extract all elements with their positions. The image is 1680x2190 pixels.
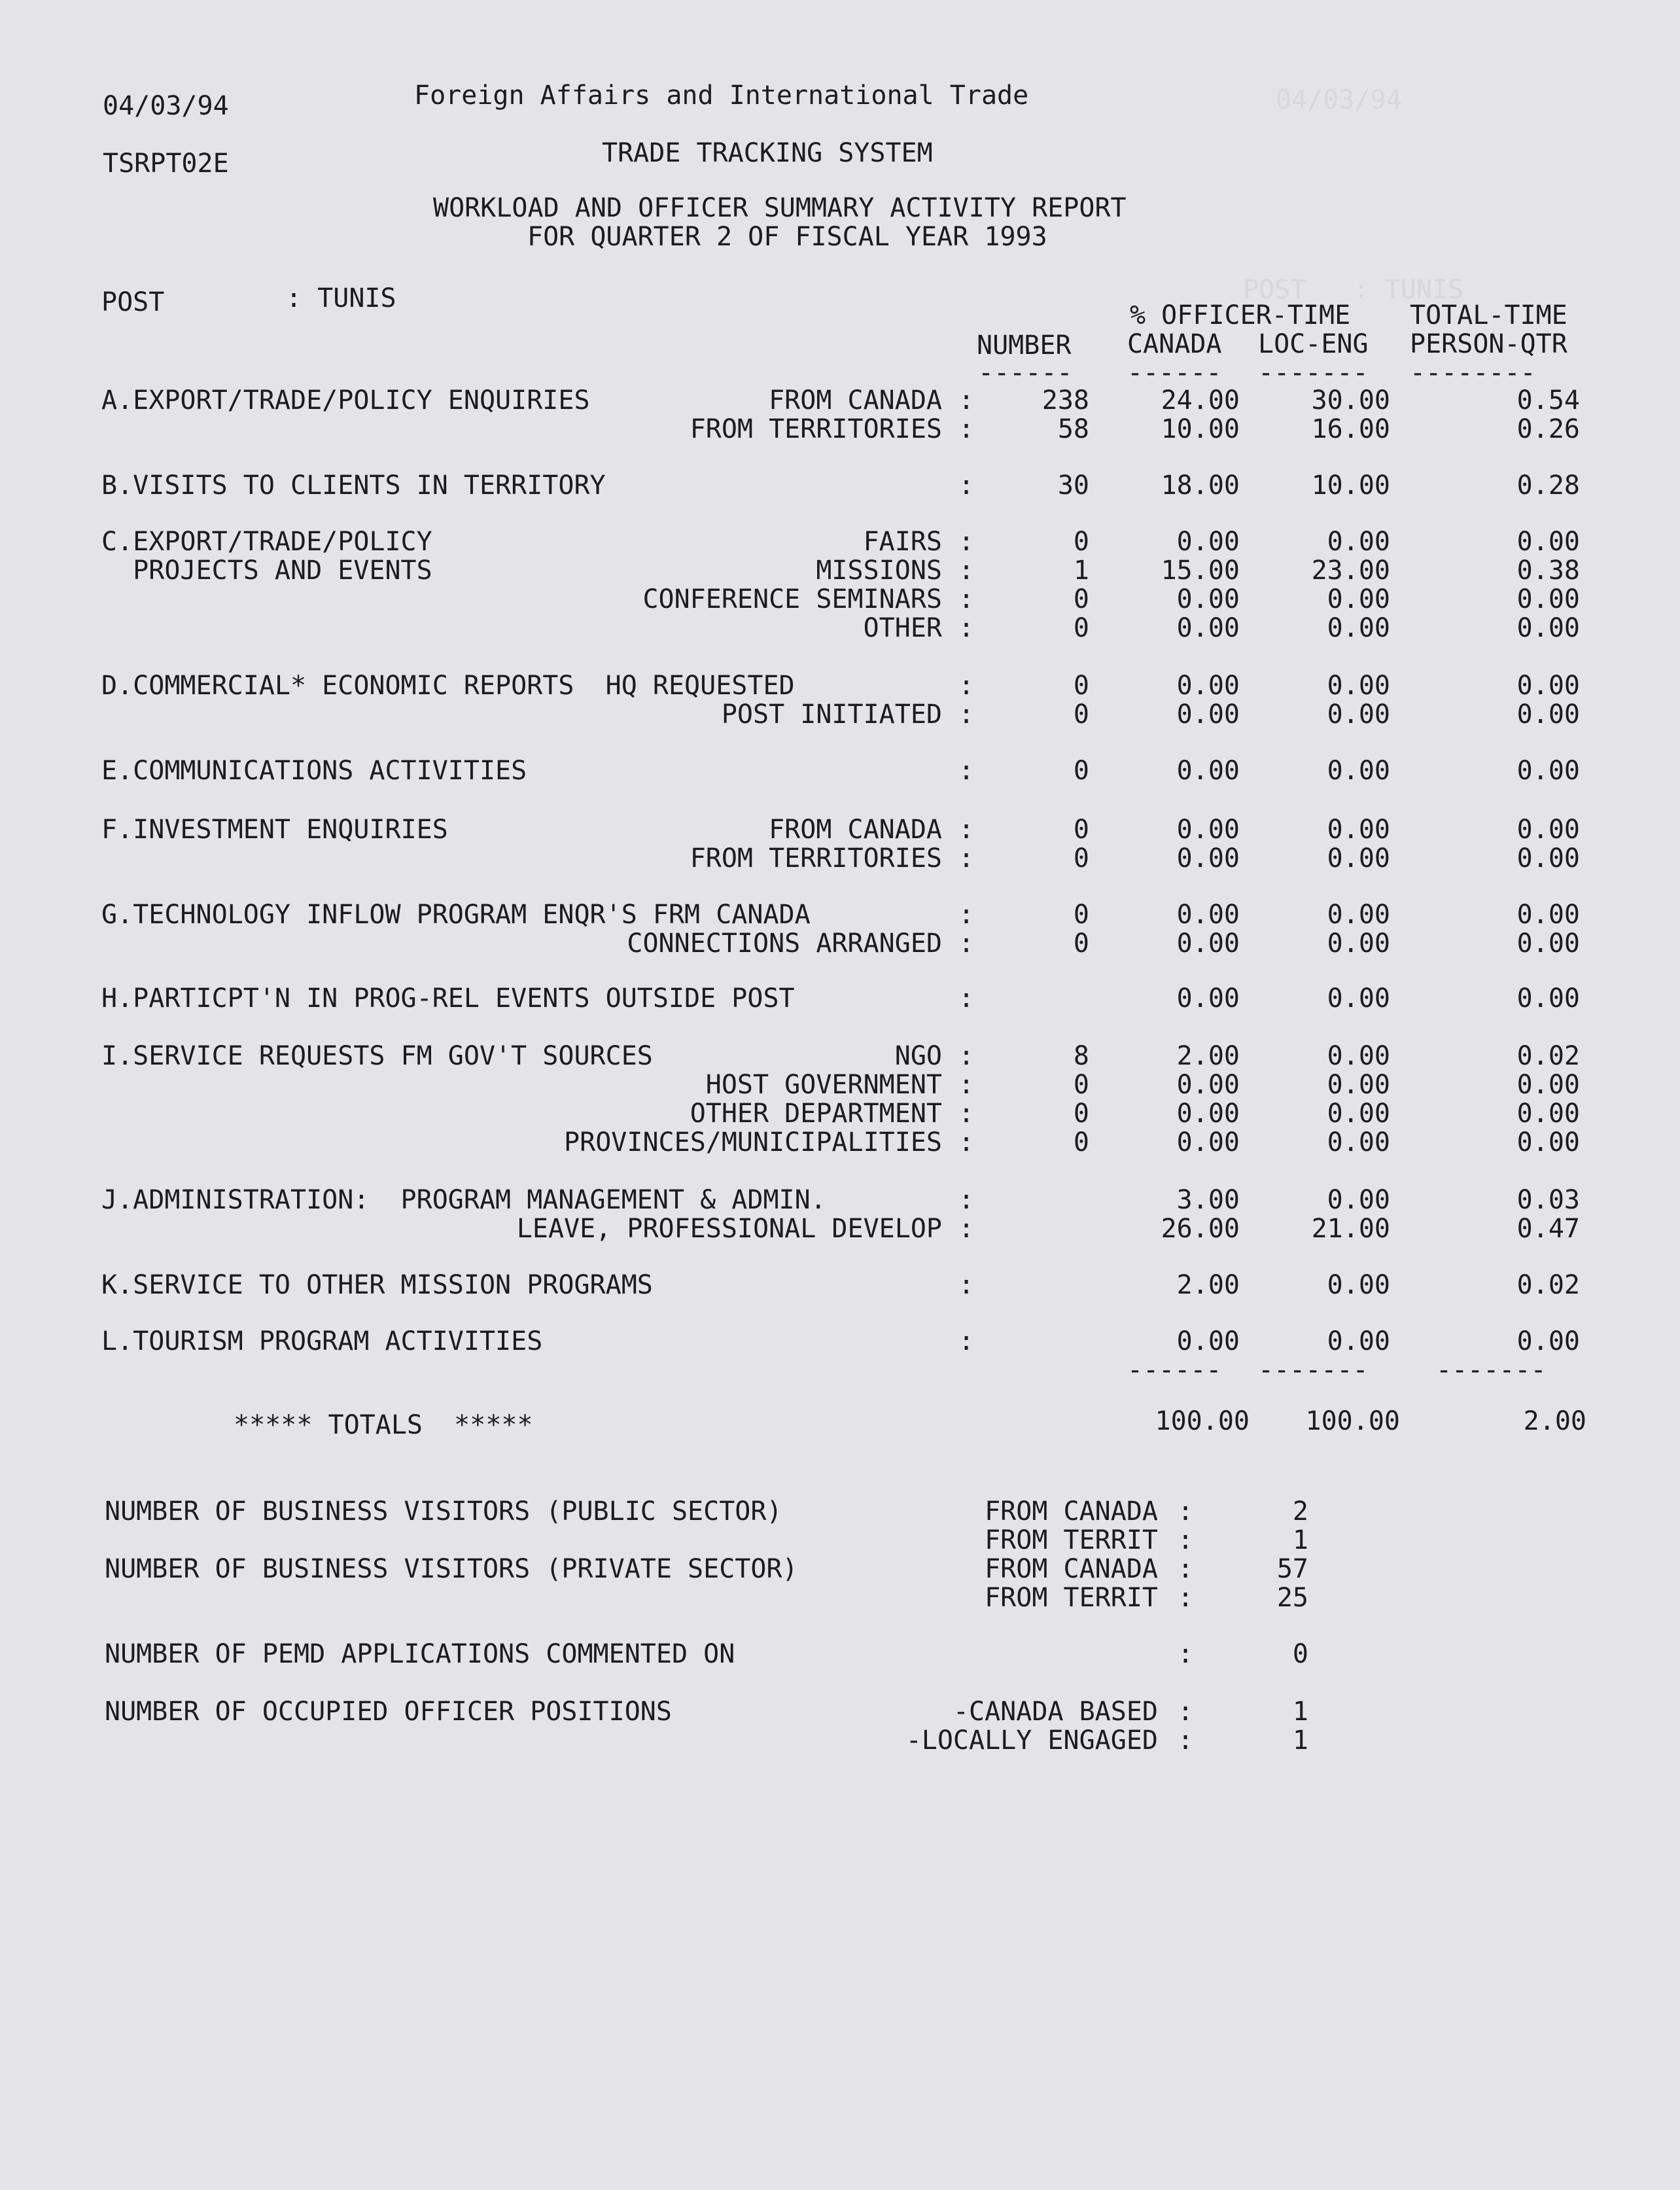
row-label: B.VISITS TO CLIENTS IN TERRITORY <box>101 470 606 501</box>
row-colon: : <box>958 900 975 930</box>
totals-label: ***** TOTALS ***** <box>234 1410 533 1440</box>
row-canada-pct: 2.00 <box>1176 1270 1240 1300</box>
row-sublabel: CONNECTIONS ARRANGED <box>627 928 942 959</box>
row-person-qtr: 0.00 <box>1516 900 1580 930</box>
row-loc-eng-pct: 0.00 <box>1327 756 1390 786</box>
row-loc-eng-pct: 0.00 <box>1327 1041 1390 1071</box>
summary-value: 1 <box>1292 1525 1308 1555</box>
row-colon: : <box>958 1185 975 1215</box>
row-loc-eng-pct: 23.00 <box>1311 556 1390 586</box>
row-sublabel: HOST GOVERNMENT <box>705 1070 942 1100</box>
row-number: 0 <box>1073 928 1089 959</box>
row-colon: : <box>958 928 975 959</box>
summary-value: 1 <box>1292 1697 1308 1727</box>
row-label: PROJECTS AND EVENTS <box>101 556 432 586</box>
row-sublabel: NGO <box>894 1041 942 1071</box>
row-loc-eng-pct: 0.00 <box>1327 815 1390 845</box>
row-colon: : <box>958 556 975 586</box>
row-canada-pct: 18.00 <box>1161 470 1240 501</box>
row-loc-eng-pct: 0.00 <box>1327 928 1390 959</box>
row-sublabel: MISSIONS <box>816 556 942 586</box>
underline-loc-eng: ------- <box>1258 358 1369 388</box>
row-canada-pct: 0.00 <box>1176 756 1240 786</box>
row-sublabel: LEAVE, PROFESSIONAL DEVELOP <box>516 1214 942 1244</box>
row-number: 30 <box>1057 470 1089 501</box>
row-label: A.EXPORT/TRADE/POLICY ENQUIRIES <box>101 385 590 415</box>
row-number: 0 <box>1073 1099 1089 1129</box>
row-loc-eng-pct: 0.00 <box>1327 900 1390 930</box>
row-loc-eng-pct: 0.00 <box>1327 1185 1390 1215</box>
row-canada-pct: 0.00 <box>1176 584 1240 614</box>
row-loc-eng-pct: 0.00 <box>1327 843 1390 874</box>
row-sublabel: FROM TERRITORIES <box>690 843 942 874</box>
row-person-qtr: 0.54 <box>1516 385 1580 415</box>
column-loc-eng: LOC-ENG <box>1258 329 1369 359</box>
row-person-qtr: 0.00 <box>1516 699 1580 730</box>
row-number: 0 <box>1073 584 1089 614</box>
row-person-qtr: 0.00 <box>1516 1099 1580 1129</box>
row-colon: : <box>958 414 975 444</box>
row-person-qtr: 0.28 <box>1516 470 1580 501</box>
row-loc-eng-pct: 0.00 <box>1327 527 1390 557</box>
summary-value: 57 <box>1276 1554 1308 1584</box>
summary-sublabel: FROM CANADA <box>985 1496 1158 1527</box>
summary-value: 0 <box>1292 1639 1308 1669</box>
row-canada-pct: 24.00 <box>1161 385 1240 415</box>
summary-colon: : <box>1178 1725 1194 1756</box>
row-colon: : <box>958 613 975 643</box>
summary-sublabel: FROM CANADA <box>985 1554 1158 1584</box>
summary-value: 1 <box>1292 1725 1308 1756</box>
summary-colon: : <box>1178 1697 1194 1727</box>
row-canada-pct: 0.00 <box>1176 928 1240 959</box>
summary-sublabel: FROM TERRIT <box>985 1583 1158 1613</box>
column-group-officer-time: % OFFICER-TIME <box>1130 300 1351 330</box>
summary-colon: : <box>1178 1496 1194 1527</box>
row-canada-pct: 0.00 <box>1176 983 1240 1014</box>
row-colon: : <box>958 470 975 501</box>
row-canada-pct: 0.00 <box>1176 671 1240 701</box>
row-number: 1 <box>1073 556 1089 586</box>
row-sublabel: FAIRS <box>863 527 942 557</box>
row-canada-pct: 0.00 <box>1176 699 1240 730</box>
row-canada-pct: 0.00 <box>1176 815 1240 845</box>
row-canada-pct: 2.00 <box>1176 1041 1240 1071</box>
row-person-qtr: 0.00 <box>1516 584 1580 614</box>
row-loc-eng-pct: 30.00 <box>1311 385 1390 415</box>
row-number: 0 <box>1073 527 1089 557</box>
row-number: 0 <box>1073 1127 1089 1157</box>
row-label: E.COMMUNICATIONS ACTIVITIES <box>101 756 527 786</box>
row-person-qtr: 0.00 <box>1516 1127 1580 1157</box>
row-colon: : <box>958 1041 975 1071</box>
bleed-through-header: 04/03/94 <box>1276 85 1402 115</box>
post-value: : TUNIS <box>286 283 396 313</box>
row-canada-pct: 15.00 <box>1161 556 1240 586</box>
row-person-qtr: 0.00 <box>1516 928 1580 959</box>
row-canada-pct: 0.00 <box>1176 843 1240 874</box>
row-person-qtr: 0.00 <box>1516 613 1580 643</box>
row-colon: : <box>958 756 975 786</box>
row-sublabel: CONFERENCE SEMINARS <box>642 584 942 614</box>
row-person-qtr: 0.02 <box>1516 1041 1580 1071</box>
row-sublabel: POST INITIATED <box>721 699 942 730</box>
column-canada: CANADA <box>1127 329 1222 359</box>
row-canada-pct: 0.00 <box>1176 1099 1240 1129</box>
summary-colon: : <box>1178 1639 1194 1669</box>
row-number: 0 <box>1073 699 1089 730</box>
row-person-qtr: 0.47 <box>1516 1214 1580 1244</box>
row-loc-eng-pct: 0.00 <box>1327 983 1390 1014</box>
summary-colon: : <box>1178 1554 1194 1584</box>
row-label: C.EXPORT/TRADE/POLICY <box>101 527 432 557</box>
underline-number: ------ <box>978 358 1073 388</box>
row-label: I.SERVICE REQUESTS FM GOV'T SOURCES <box>101 1041 653 1071</box>
row-colon: : <box>958 1270 975 1300</box>
underline-person-qtr: -------- <box>1410 358 1536 388</box>
totals-person-qtr: 2.00 <box>1523 1406 1586 1436</box>
row-canada-pct: 3.00 <box>1176 1185 1240 1215</box>
row-loc-eng-pct: 0.00 <box>1327 671 1390 701</box>
row-canada-pct: 10.00 <box>1161 414 1240 444</box>
report-id: TSRPT02E <box>103 149 229 179</box>
row-canada-pct: 0.00 <box>1176 900 1240 930</box>
row-person-qtr: 0.00 <box>1516 983 1580 1014</box>
row-person-qtr: 0.00 <box>1516 527 1580 557</box>
row-loc-eng-pct: 0.00 <box>1327 613 1390 643</box>
row-person-qtr: 0.00 <box>1516 1326 1580 1356</box>
row-sublabel: FROM CANADA <box>769 385 942 415</box>
row-loc-eng-pct: 0.00 <box>1327 1099 1390 1129</box>
row-loc-eng-pct: 0.00 <box>1327 1326 1390 1356</box>
row-person-qtr: 0.38 <box>1516 556 1580 586</box>
row-loc-eng-pct: 21.00 <box>1311 1214 1390 1244</box>
totals-loc-eng: 100.00 <box>1305 1406 1400 1436</box>
row-sublabel: OTHER DEPARTMENT <box>690 1099 942 1129</box>
row-canada-pct: 0.00 <box>1176 1127 1240 1157</box>
row-loc-eng-pct: 0.00 <box>1327 584 1390 614</box>
organization-name: Foreign Affairs and International Trade <box>414 80 1029 111</box>
row-colon: : <box>958 1127 975 1157</box>
row-person-qtr: 0.02 <box>1516 1270 1580 1300</box>
row-label: K.SERVICE TO OTHER MISSION PROGRAMS <box>101 1270 653 1300</box>
summary-value: 25 <box>1276 1583 1308 1613</box>
underline-canada: ------ <box>1127 358 1222 388</box>
report-date: 04/03/94 <box>103 91 229 121</box>
totals-underline-canada: ------ <box>1127 1355 1222 1385</box>
summary-colon: : <box>1178 1583 1194 1613</box>
post-label: POST <box>101 287 165 317</box>
report-title-line2: FOR QUARTER 2 OF FISCAL YEAR 1993 <box>527 222 1047 252</box>
row-colon: : <box>958 385 975 415</box>
row-label: D.COMMERCIAL* ECONOMIC REPORTS HQ REQUESTED <box>101 671 795 701</box>
row-loc-eng-pct: 0.00 <box>1327 699 1390 730</box>
summary-label: NUMBER OF OCCUPIED OFFICER POSITIONS <box>105 1697 672 1727</box>
row-colon: : <box>958 1099 975 1129</box>
row-canada-pct: 26.00 <box>1161 1214 1240 1244</box>
summary-value: 2 <box>1292 1496 1308 1527</box>
summary-label: NUMBER OF BUSINESS VISITORS (PRIVATE SECTOR) <box>105 1554 798 1584</box>
row-person-qtr: 0.00 <box>1516 671 1580 701</box>
row-canada-pct: 0.00 <box>1176 1326 1240 1356</box>
row-canada-pct: 0.00 <box>1176 527 1240 557</box>
system-name: TRADE TRACKING SYSTEM <box>602 138 933 168</box>
row-number: 0 <box>1073 900 1089 930</box>
row-loc-eng-pct: 0.00 <box>1327 1270 1390 1300</box>
row-colon: : <box>958 699 975 730</box>
column-group-total-time: TOTAL-TIME <box>1410 300 1567 330</box>
row-colon: : <box>958 1070 975 1100</box>
row-sublabel: PROVINCES/MUNICIPALITIES <box>564 1127 942 1157</box>
summary-sublabel: -LOCALLY ENGAGED <box>905 1725 1158 1756</box>
row-label: F.INVESTMENT ENQUIRIES <box>101 815 448 845</box>
row-colon: : <box>958 1326 975 1356</box>
row-label: G.TECHNOLOGY INFLOW PROGRAM ENQR'S FRM CANADA <box>101 900 811 930</box>
row-loc-eng-pct: 10.00 <box>1311 470 1390 501</box>
row-canada-pct: 0.00 <box>1176 613 1240 643</box>
row-label: L.TOURISM PROGRAM ACTIVITIES <box>101 1326 543 1356</box>
row-canada-pct: 0.00 <box>1176 1070 1240 1100</box>
column-number: NUMBER <box>977 330 1072 361</box>
row-number: 8 <box>1073 1041 1089 1071</box>
row-number: 0 <box>1073 815 1089 845</box>
row-sublabel: OTHER <box>863 613 942 643</box>
row-colon: : <box>958 1214 975 1244</box>
row-label: H.PARTICPT'N IN PROG-REL EVENTS OUTSIDE POST <box>101 983 795 1014</box>
row-label: J.ADMINISTRATION: PROGRAM MANAGEMENT & ADMIN. <box>101 1185 826 1215</box>
row-number: 238 <box>1041 385 1089 415</box>
totals-underline-person-qtr: ------- <box>1436 1355 1547 1385</box>
row-person-qtr: 0.00 <box>1516 1070 1580 1100</box>
row-colon: : <box>958 843 975 874</box>
row-colon: : <box>958 527 975 557</box>
row-person-qtr: 0.00 <box>1516 843 1580 874</box>
row-person-qtr: 0.00 <box>1516 815 1580 845</box>
row-sublabel: FROM CANADA <box>769 815 942 845</box>
row-number: 0 <box>1073 843 1089 874</box>
summary-colon: : <box>1178 1525 1194 1555</box>
row-loc-eng-pct: 0.00 <box>1327 1127 1390 1157</box>
row-person-qtr: 0.03 <box>1516 1185 1580 1215</box>
row-person-qtr: 0.26 <box>1516 414 1580 444</box>
row-number: 58 <box>1057 414 1089 444</box>
row-colon: : <box>958 584 975 614</box>
row-number: 0 <box>1073 613 1089 643</box>
totals-underline-loc-eng: ------- <box>1258 1355 1369 1385</box>
summary-sublabel: FROM TERRIT <box>985 1525 1158 1555</box>
row-loc-eng-pct: 16.00 <box>1311 414 1390 444</box>
row-colon: : <box>958 671 975 701</box>
row-loc-eng-pct: 0.00 <box>1327 1070 1390 1100</box>
row-number: 0 <box>1073 671 1089 701</box>
row-colon: : <box>958 815 975 845</box>
bleed-through-post: POST : TUNIS <box>1243 275 1464 305</box>
row-person-qtr: 0.00 <box>1516 756 1580 786</box>
row-colon: : <box>958 983 975 1014</box>
totals-canada: 100.00 <box>1155 1406 1250 1436</box>
row-number: 0 <box>1073 756 1089 786</box>
report-title-line1: WORKLOAD AND OFFICER SUMMARY ACTIVITY REPORT <box>433 193 1127 223</box>
column-person-qtr: PERSON-QTR <box>1410 329 1567 359</box>
summary-sublabel: -CANADA BASED <box>953 1697 1158 1727</box>
row-sublabel: FROM TERRITORIES <box>690 414 942 444</box>
summary-label: NUMBER OF BUSINESS VISITORS (PUBLIC SECTOR) <box>105 1496 782 1527</box>
row-number: 0 <box>1073 1070 1089 1100</box>
summary-label: NUMBER OF PEMD APPLICATIONS COMMENTED ON <box>105 1639 735 1669</box>
